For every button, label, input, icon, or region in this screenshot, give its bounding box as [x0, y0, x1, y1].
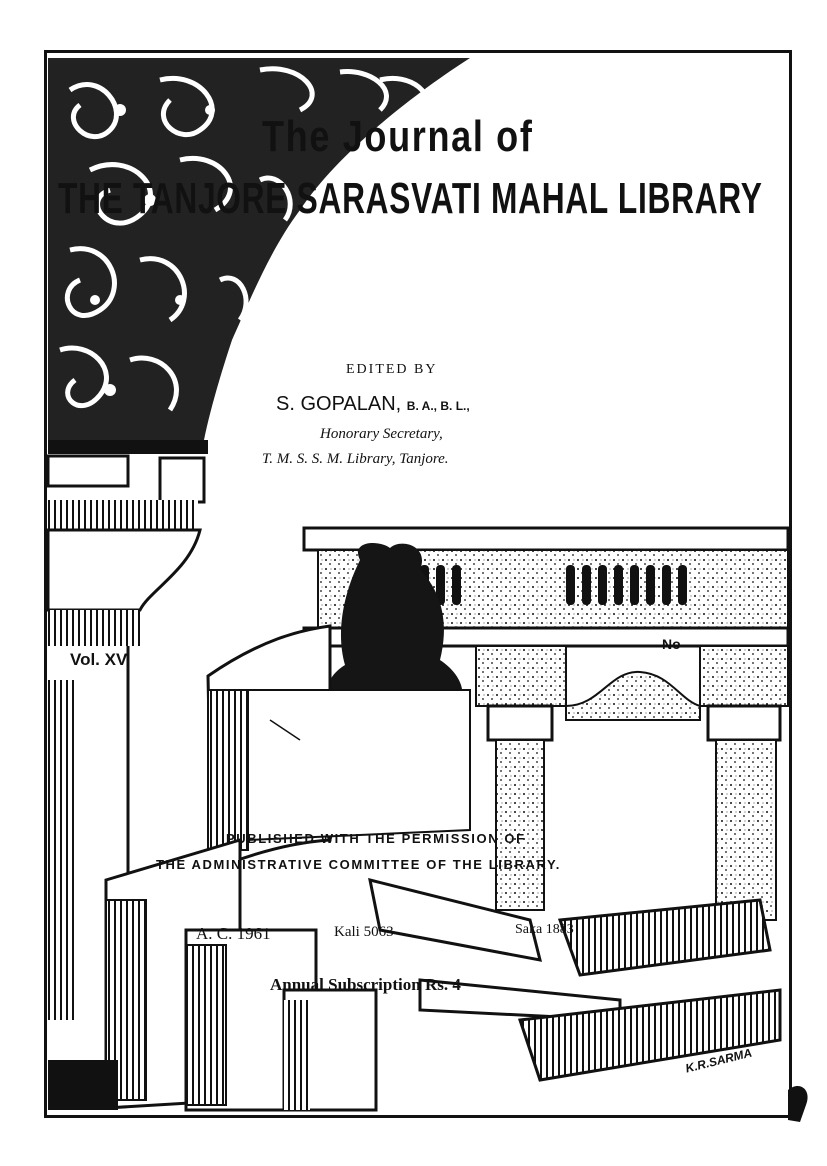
editor-affiliation: T. M. S. S. M. Library, Tanjore.: [262, 451, 449, 467]
editor-name: S. GOPALAN,: [276, 393, 402, 415]
journal-title-line1: The Journal of: [262, 112, 534, 161]
date-middle: Kali 5063: [334, 924, 394, 940]
annual-subscription: Annual Subscription Rs. 4: [270, 975, 461, 994]
editor-name-line: [276, 393, 470, 416]
date-ad: A. C. 1961: [196, 924, 271, 943]
edited-by-label: EDITED BY: [346, 362, 438, 377]
date-saka: Saka 1883: [515, 922, 574, 937]
volume-label: Vol. XV.: [70, 650, 131, 669]
publication-note-line2: THE ADMINISTRATIVE COMMITTEE OF THE LIBRARY.: [156, 857, 562, 872]
artist-signature: K.R.SARMA: [684, 1045, 754, 1076]
editor-degrees: B. A., B. L.,: [406, 399, 470, 413]
editor-role: Honorary Secretary,: [320, 426, 443, 442]
journal-title-line2: THE TANJORE SARASVATI MAHAL LIBRARY: [58, 174, 763, 223]
issue-number-label: No: [662, 636, 681, 652]
corner-mark: [788, 1086, 808, 1122]
publication-note-line1: PUBLISHED WITH THE PERMISSION OF: [226, 831, 526, 846]
